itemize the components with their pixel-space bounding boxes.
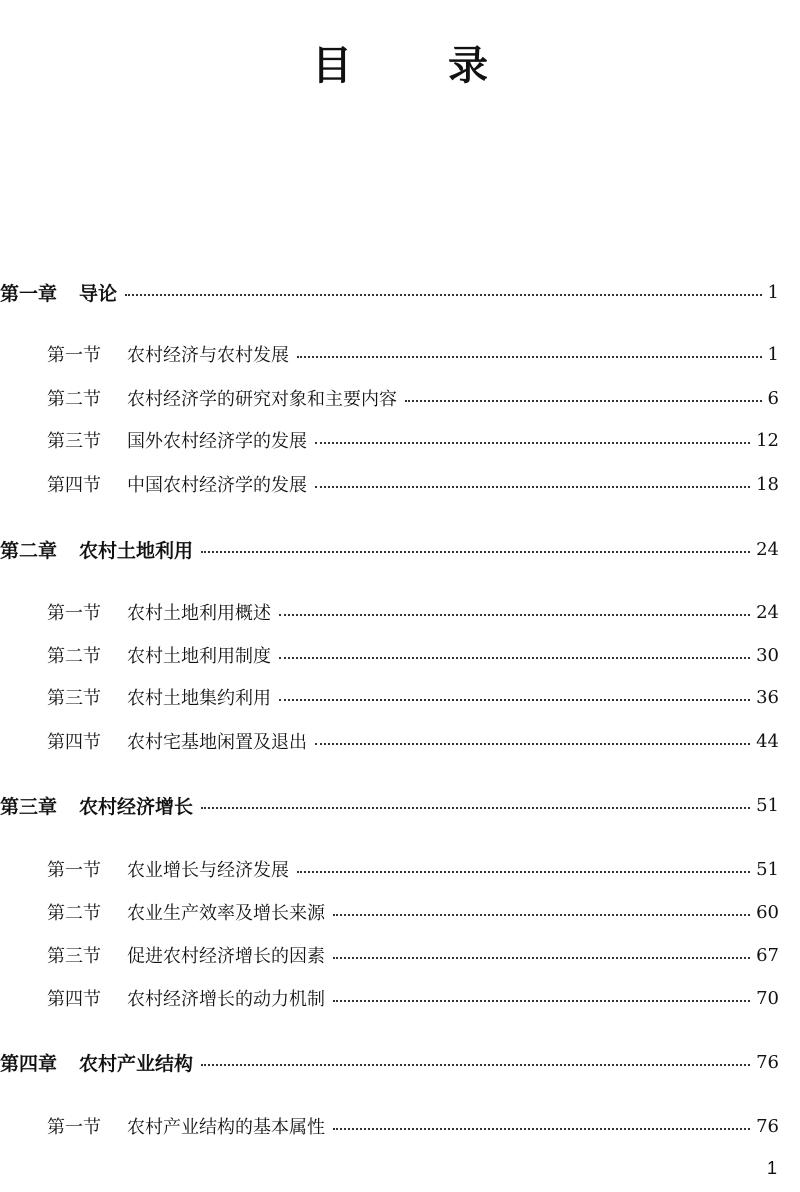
toc-section-entry[interactable] bbox=[47, 383, 779, 413]
dot-leader bbox=[201, 807, 750, 809]
dot-leader bbox=[333, 1128, 750, 1130]
section-title: 农村土地集约利用 bbox=[127, 688, 271, 709]
section-title: 农村经济学的研究对象和主要内容 bbox=[127, 389, 397, 410]
section-number: 第一节 bbox=[47, 603, 101, 624]
page-ref: 76 bbox=[756, 1051, 779, 1073]
dot-leader bbox=[333, 957, 750, 959]
section-number: 第二节 bbox=[47, 903, 101, 924]
page-ref: 60 bbox=[756, 901, 779, 923]
page-ref: 67 bbox=[756, 944, 779, 966]
dot-leader bbox=[279, 614, 750, 616]
section-title: 中国农村经济学的发展 bbox=[127, 475, 307, 496]
toc-chapter-entry[interactable] bbox=[0, 1047, 779, 1077]
section-title: 农村经济增长的动力机制 bbox=[127, 989, 325, 1010]
toc-section-entry[interactable] bbox=[47, 1111, 779, 1141]
dot-leader bbox=[315, 442, 750, 444]
page-ref: 12 bbox=[756, 429, 779, 451]
page-ref: 24 bbox=[756, 601, 779, 623]
toc-section-entry[interactable] bbox=[47, 640, 779, 670]
section-title: 农村土地利用制度 bbox=[127, 646, 271, 667]
chapter-title: 农村经济增长 bbox=[79, 795, 194, 818]
page-ref: 51 bbox=[756, 794, 779, 816]
page-ref: 6 bbox=[767, 387, 779, 409]
dot-leader bbox=[201, 1064, 750, 1066]
dot-leader bbox=[405, 400, 762, 402]
toc-section-entry[interactable] bbox=[47, 597, 779, 627]
chapter-title: 农村土地利用 bbox=[79, 539, 194, 562]
dot-leader bbox=[279, 657, 750, 659]
section-title: 促进农村经济增长的因素 bbox=[127, 946, 325, 967]
toc-section-entry[interactable] bbox=[47, 983, 779, 1013]
section-number: 第二节 bbox=[47, 389, 101, 410]
section-number: 第四节 bbox=[47, 732, 101, 753]
toc-section-entry[interactable] bbox=[47, 897, 779, 927]
chapter-number: 第四章 bbox=[0, 1052, 58, 1075]
page-ref: 36 bbox=[756, 686, 779, 708]
chapter-title: 农村产业结构 bbox=[79, 1052, 194, 1075]
section-title: 农业生产效率及增长来源 bbox=[127, 903, 325, 924]
toc-section-entry[interactable] bbox=[47, 425, 779, 455]
toc-chapter-entry[interactable] bbox=[0, 534, 779, 564]
dot-leader bbox=[333, 1000, 750, 1002]
toc-section-entry[interactable] bbox=[47, 726, 779, 756]
section-number: 第一节 bbox=[47, 1117, 101, 1138]
toc-section-entry[interactable] bbox=[47, 682, 779, 712]
section-title: 农村经济与农村发展 bbox=[127, 345, 289, 366]
page-title: 目 录 bbox=[312, 43, 516, 89]
page-ref: 1 bbox=[767, 343, 779, 365]
section-title: 农村产业结构的基本属性 bbox=[127, 1117, 325, 1138]
page-ref: 76 bbox=[756, 1115, 779, 1137]
dot-leader bbox=[297, 871, 750, 873]
chapter-title: 导论 bbox=[79, 282, 118, 305]
page-ref: 18 bbox=[756, 473, 779, 495]
section-number: 第三节 bbox=[47, 431, 101, 452]
toc-chapter-entry[interactable] bbox=[0, 790, 779, 820]
dot-leader bbox=[279, 699, 750, 701]
chapter-number: 第一章 bbox=[0, 282, 58, 305]
page-ref: 24 bbox=[756, 538, 779, 560]
section-number: 第一节 bbox=[47, 860, 101, 881]
chapter-number: 第三章 bbox=[0, 795, 58, 818]
section-title: 国外农村经济学的发展 bbox=[127, 431, 307, 452]
toc-section-entry[interactable] bbox=[47, 469, 779, 499]
section-number: 第三节 bbox=[47, 688, 101, 709]
section-number: 第三节 bbox=[47, 946, 101, 967]
dot-leader bbox=[125, 294, 762, 296]
chapter-number: 第二章 bbox=[0, 539, 58, 562]
page-number: 1 bbox=[766, 1158, 777, 1178]
dot-leader bbox=[201, 551, 750, 553]
page-ref: 44 bbox=[756, 730, 779, 752]
dot-leader bbox=[315, 743, 750, 745]
section-title: 农村宅基地闲置及退出 bbox=[127, 732, 307, 753]
toc-section-entry[interactable] bbox=[47, 339, 779, 369]
section-number: 第二节 bbox=[47, 646, 101, 667]
page-ref: 30 bbox=[756, 644, 779, 666]
dot-leader bbox=[333, 914, 750, 916]
page-ref: 51 bbox=[756, 858, 779, 880]
page-ref: 1 bbox=[767, 281, 779, 303]
section-number: 第一节 bbox=[47, 345, 101, 366]
page-ref: 70 bbox=[756, 987, 779, 1009]
toc-section-entry[interactable] bbox=[47, 940, 779, 970]
section-title: 农业增长与经济发展 bbox=[127, 860, 289, 881]
toc-chapter-entry[interactable] bbox=[0, 277, 779, 307]
dot-leader bbox=[297, 356, 762, 358]
section-number: 第四节 bbox=[47, 475, 101, 496]
section-title: 农村土地利用概述 bbox=[127, 603, 271, 624]
toc-section-entry[interactable] bbox=[47, 854, 779, 884]
section-number: 第四节 bbox=[47, 989, 101, 1010]
dot-leader bbox=[315, 486, 750, 488]
